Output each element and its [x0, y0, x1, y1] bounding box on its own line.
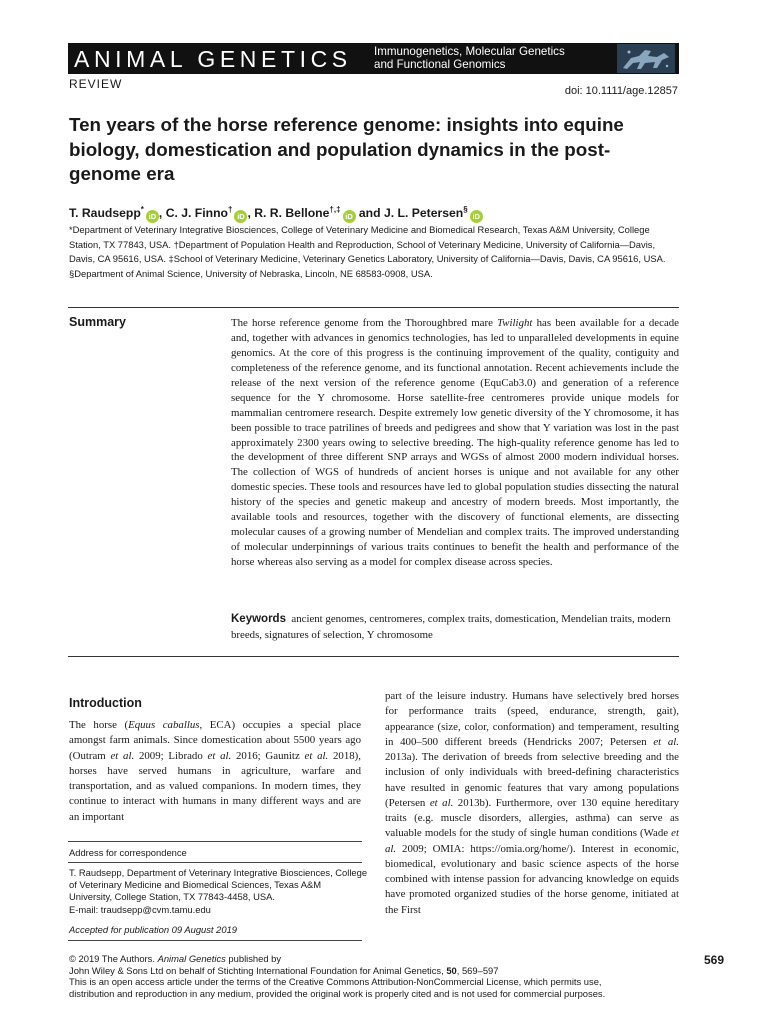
- author-separator: and: [355, 206, 384, 221]
- accepted-date: Accepted for publication 09 August 2019: [69, 924, 237, 935]
- journal-subtitle-line2: and Functional Genomics: [374, 57, 506, 71]
- citation-etal: et al.: [385, 827, 679, 855]
- text-run: , ECA) occupies a special place amongst farm animals. Since domestication about 5500 years ago (Outram: [69, 719, 362, 762]
- author-separator: ,: [158, 206, 166, 221]
- keywords-list: ancient genomes, centromeres, complex traits, domestication, Mendelian traits, modern breeds, signatures of selection, Y chromosome: [231, 613, 671, 641]
- doi[interactable]: doi: 10.1111/age.12857: [564, 85, 678, 97]
- text-run: , 569–597: [456, 964, 499, 976]
- article-type: REVIEW: [69, 77, 123, 91]
- footer: [69, 953, 669, 999]
- author-name: R. R. Bellone: [254, 206, 330, 221]
- correspondence-address: [69, 867, 369, 916]
- text-run: The horse (: [69, 719, 129, 731]
- keywords: [231, 612, 679, 643]
- text-run: published by: [225, 953, 282, 964]
- section-divider: [68, 656, 679, 657]
- citation-etal: et al.: [653, 735, 679, 748]
- keywords-label: Keywords: [231, 613, 286, 625]
- page-number: 569: [703, 953, 724, 967]
- orcid-icon[interactable]: iD: [146, 210, 159, 223]
- text-run: 2018), horses have served humans in agriculture, warfare and transportation, and as valued companions. In modern times, they continue to interact with humans in many different ways and are an important: [69, 749, 362, 823]
- journal-subtitle: [374, 46, 565, 71]
- horse-logo-icon: [617, 44, 675, 73]
- correspondence-heading: Address for correspondence: [69, 847, 187, 858]
- correspondence-divider: [68, 862, 362, 863]
- introduction-text-right: [385, 689, 679, 918]
- author-affiliation-mark: †,‡: [329, 205, 341, 214]
- summary-text: [231, 316, 679, 570]
- summary-text-part: The horse reference genome from the Thoroughbred mare: [231, 317, 498, 329]
- orcid-icon[interactable]: iD: [470, 210, 483, 223]
- publisher-line: [69, 965, 669, 977]
- mare-name: Twilight: [497, 317, 533, 329]
- text-run: © 2019 The Authors.: [69, 953, 158, 964]
- author-name: T. Raudsepp: [69, 206, 141, 221]
- text-run: 2016; Gaunitz: [231, 749, 305, 762]
- summary-heading: Summary: [69, 315, 126, 329]
- text-run: 2009; Librado: [134, 749, 208, 762]
- text-run: 2009; OMIA: https://omia.org/home/). Interest in economic, biomedical, evolutionary and basic science aspects of the horse combined with intense passion for advancing knowledge on equids have promoted organized studies of the horse genome, initiated at the First: [385, 842, 679, 916]
- author-name: C. J. Finno: [165, 206, 228, 221]
- correspondence-line: of Veterinary Medicine and Biomedical Sciences, Texas A&M: [69, 879, 322, 891]
- text-run: 2013b). Furthermore, over 130 equine hereditary traits (e.g. muscle disorders, allergies, asthma) can serve as valuable models for the study of single human conditions (Wade: [385, 796, 679, 840]
- correspondence-divider: [68, 841, 362, 842]
- correspondence-line: University, College Station, TX 77843-4458, USA.: [69, 891, 276, 903]
- license-line: distribution and reproduction in any medium, provided the original work is properly cited and is not used for commercial purposes.: [69, 987, 606, 999]
- species-name: Equus caballus: [128, 719, 200, 731]
- author-affiliation-mark: *: [140, 205, 144, 214]
- introduction-text-left: [69, 718, 361, 825]
- text-run: John Wiley & Sons Ltd on behalf of Stichting International Foundation for Animal Genetics,: [69, 964, 447, 976]
- license-line: This is an open access article under the terms of the Creative Commons Attribution-NonCommercial License, which permits use,: [69, 976, 602, 988]
- journal-banner: [68, 43, 679, 74]
- author-affiliation-mark: †: [227, 205, 233, 214]
- correspondence-divider: [68, 940, 362, 941]
- text-run: 2013a). The derivation of breeds from selective breeding and the inclusion of only individuals with breed-defining characteristics have resulted in genomic features that vary among populations (Petersen: [385, 751, 679, 809]
- orcid-icon[interactable]: iD: [343, 210, 356, 223]
- author-separator: ,: [247, 206, 255, 221]
- journal-name: ANIMAL GENETICS: [74, 46, 352, 72]
- journal-name-italic: Animal Genetics: [157, 953, 226, 964]
- text-run: part of the leisure industry. Humans have selectively bred horses for performance traits (speed, endurance, strength, gait), appearance (size, color, conformation) and temperament, resulting in 400–500 different breeds (Hendricks 2007; Petersen: [385, 690, 679, 748]
- article-title: Ten years of the horse reference genome: insights into equine biology, domestication and population dynamics in the post-genome era: [69, 114, 624, 184]
- citation-etal: et al.: [429, 796, 454, 809]
- affiliations: *Department of Veterinary Integrative Biosciences, College of Veterinary Medicine and Biomedical Research, Texas A&M University, College Station, TX 77843, USA. †Department of Population Health and Reproduction, School of Veterinary Medicine, University of California—Davis, Davis, CA 95616, USA. ‡School of Veterinary Medicine, Veterinary Genetics Laboratory, University of California—Davis, Davis, CA 95616, USA. §Department of Animal Science, University of Nebraska, Lincoln, NE 68583-0908, USA.: [69, 224, 666, 279]
- journal-subtitle-line1: Immunogenetics, Molecular Genetics: [374, 45, 565, 58]
- citation-etal: et al.: [304, 749, 329, 762]
- correspondence-email[interactable]: E-mail: traudsepp@cvm.tamu.edu: [69, 903, 211, 915]
- volume-number: 50: [446, 964, 457, 976]
- citation-etal: et al.: [207, 749, 232, 762]
- author-name: J. L. Petersen: [383, 206, 464, 221]
- orcid-icon[interactable]: iD: [234, 210, 247, 223]
- introduction-heading: Introduction: [69, 696, 142, 710]
- correspondence-line: T. Raudsepp, Department of Veterinary Integrative Biosciences, College: [69, 867, 368, 878]
- section-divider: [68, 307, 679, 308]
- copyright-line: [69, 953, 669, 965]
- author-affiliation-mark: §: [463, 205, 468, 214]
- author-list: [69, 205, 483, 223]
- citation-etal: et al.: [110, 749, 135, 762]
- summary-text-part: has been available for a decade and, together with advances in genomics technologies, has led to unparalleled developments in equine genomics. At the core of this progress is the continuing improvement of the quality, contiguity and completeness of the reference genome, and its functional annotation. Recent achievements include the release of the next version of the reference genome (EquCab3.0) and generation of a reference sequence for the Y chromosome. Horse satellite-free centromeres provide unique models for mammalian centromere research. Despite extremely low genetic diversity of the Y chromosome, it has been possible to trace patrilines of breeds and pedigrees and show that Y variation was lost in the past approximately 2300 years owing to selective breeding. The high-quality reference genome has led to the development of three different SNP arrays and WGSs of almost 2000 modern individual horses. The collection of WGS of hundreds of ancient horses is unique and not available for any other domestic species. These tools and resources have led to global population studies dissecting the natural history of the species and genetic makeup and ancestry of modern breeds. Most importantly, the available tools and resources, together with the discovery of functional elements, are dissecting molecular causes of a growing number of Mendelian and complex traits. The improved understanding of molecular underpinnings of various traits continues to benefit the health and performance of the horse whereas also serving as a model for complex disease across species.: [231, 317, 679, 568]
